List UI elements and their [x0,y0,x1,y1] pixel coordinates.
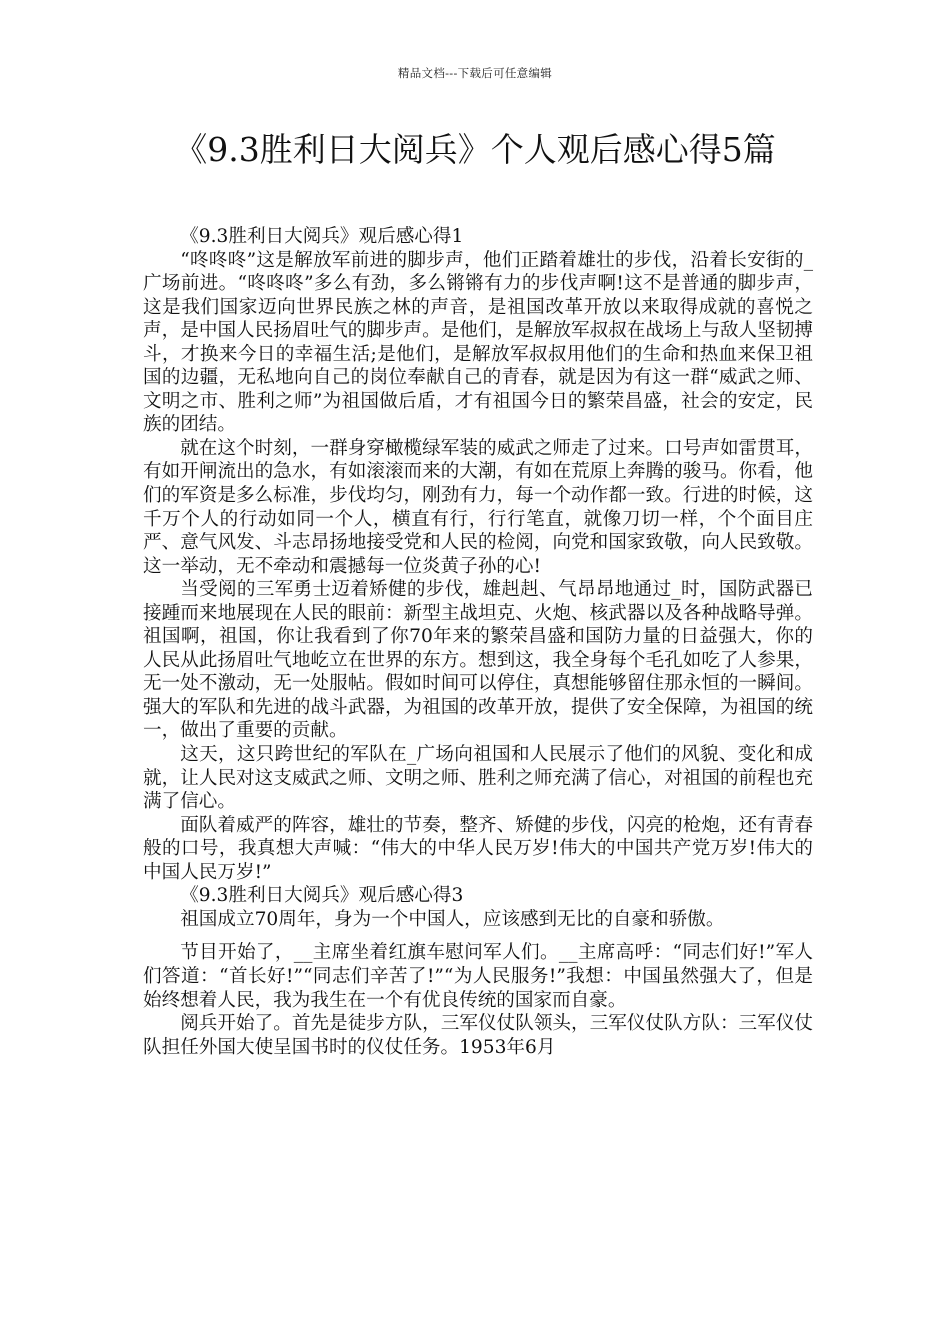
body-paragraph: “咚咚咚”这是解放军前进的脚步声，他们正踏着雄壮的步伐，沿着长安街的_广场前进。“咚咚咚”多么有劲，多么锵锵有力的步伐声啊!这不是普通的脚步声，这是我们国家迈向世界民族之林的声音，是祖国改革开放以来取得成就的喜悦之声，是中国人民扬眉吐气的脚步声。是他们，是解放军叔叔在战场上与敌人坚韧搏斗，才换来今日的幸福生活;是他们，是解放军叔叔用他们的生命和热血来保卫祖国的边疆，无私地向自己的岗位奉献自己的青春，就是因为有这一群“威武之师、文明之市、胜利之师”为祖国做后盾，才有祖国今日的繁荣昌盛，社会的安定，民族的团结。 [143,249,813,436]
section-heading-1: 《9.3胜利日大阅兵》观后感心得1 [180,226,464,247]
body-paragraph: 面队着威严的阵容，雄壮的节奏，整齐、矫健的步伐，闪亮的枪炮，还有青春般的口号，我真想大声喊：“伟大的中华人民万岁!伟大的中国共产党万岁!伟大的中国人民万岁!” [143,814,813,883]
body-paragraph: 祖国成立70周年，身为一个中国人，应该感到无比的自豪和骄傲。 [180,908,725,930]
page-header: 精品文档---下载后可任意编辑 [397,66,553,80]
body-paragraph: 当受阅的三军勇士迈着矫健的步伐，雄赳赳、气昂昂地通过_时，国防武器已接踵而来地展现在人民的眼前：新型主战坦克、火炮、核武器以及各种战略导弹。祖国啊，祖国，你让我看到了你70年来的繁荣昌盛和国防力量的日益强大，你的人民从此扬眉吐气地屹立在世界的东方。想到这，我全身每个毛孔如吃了人参果，无一处不激动，无一处服帖。假如时间可以停住，真想能够留住那永恒的一瞬间。强大的军队和先进的战斗武器，为祖国的改革开放，提供了安全保障，为祖国的统一，做出了重要的贡献。 [143,579,813,742]
body-paragraph: 这天，这只跨世纪的军队在_广场向祖国和人民展示了他们的风貌、变化和成就，让人民对这支威武之师、文明之师、胜利之师充满了信心，对祖国的前程也充满了信心。 [143,744,813,813]
body-paragraph: 阅兵开始了。首先是徒步方队，三军仪仗队领头，三军仪仗队方队：三军仪仗队担任外国大使呈国书时的仪仗任务。1953年6月 [143,1013,813,1058]
body-paragraph: 节目开始了，__主席坐着红旗车慰问军人们。__主席高呼：“同志们好!”军人们答道：“首长好!”“同志们辛苦了!”“为人民服务!”我想：中国虽然强大了，但是始终想着人民，我为我生在一个有优良传统的国家而自豪。 [143,942,813,1011]
document-title: 《9.3胜利日大阅兵》个人观后感心得5篇 [174,130,776,169]
document-body [143,225,813,1059]
body-paragraph: 就在这个时刻，一群身穿橄榄绿军装的威武之师走了过来。口号声如雷贯耳，有如开闸流出的急水，有如滚滚而来的大潮，有如在荒原上奔腾的骏马。你看，他们的军资是多么标准，步伐均匀，刚劲有力，每一个动作都一致。行进的时候，这千万个人的行动如同一个人，横直有行，行行笔直，就像刀切一样，个个面目庄严、意气风发、斗志昂扬地接受党和人民的检阅，向党和国家致敬，向人民致敬。这一举动，无不牵动和震撼每一位炎黄子孙的心! [143,437,813,577]
section-heading-3: 《9.3胜利日大阅兵》观后感心得3 [180,885,464,907]
